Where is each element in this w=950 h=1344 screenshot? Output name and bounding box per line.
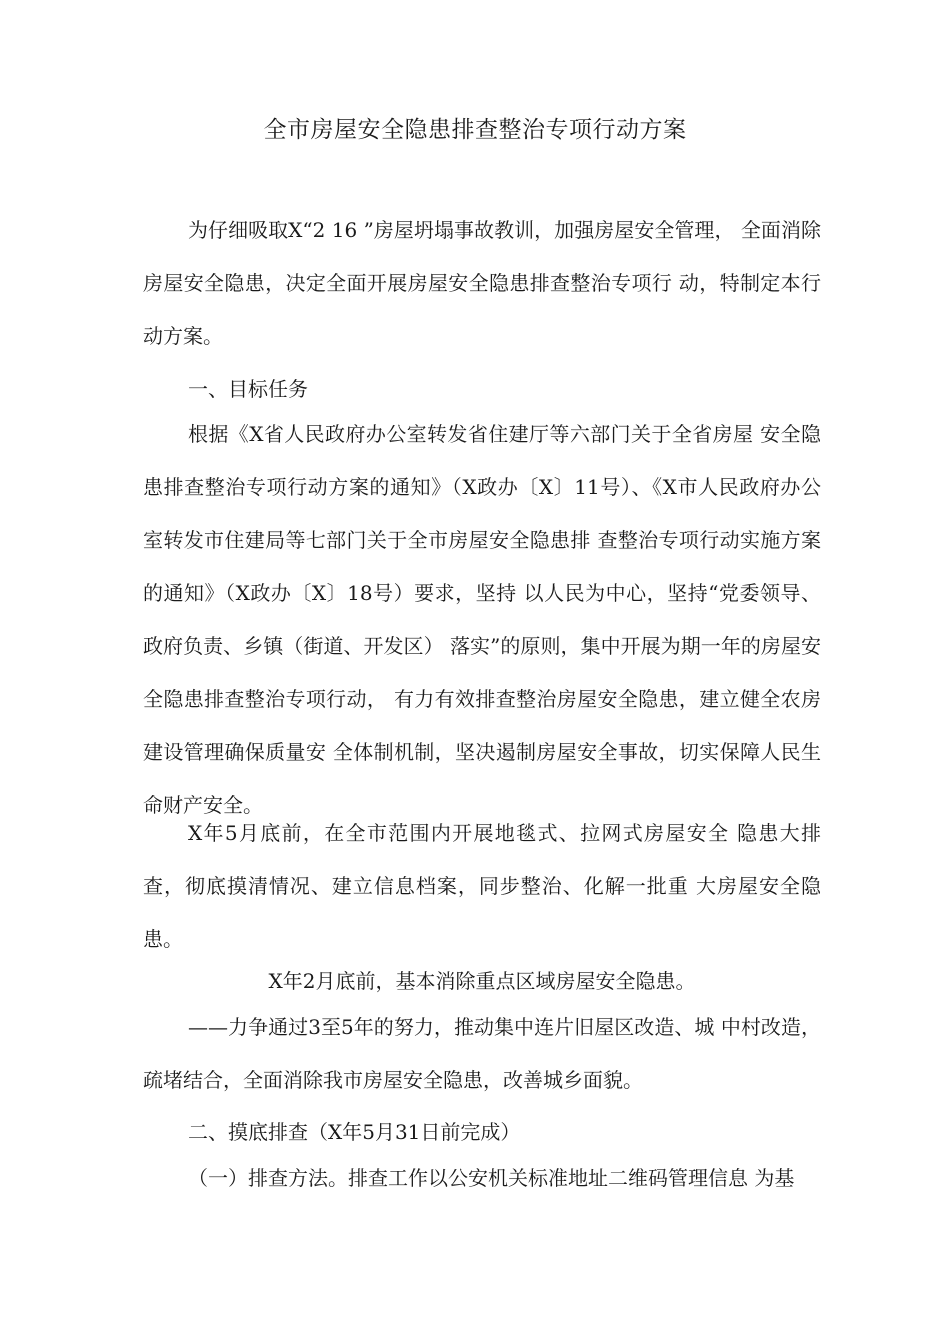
intro-paragraph: 为仔细吸取X“2 16 ”房屋坍塌事故教训，加强房屋安全管理， 全面消除房屋安全隐患，决定全面开展房屋安全隐患排查整治专项行 动，特制定本行动方案。 — [143, 218, 821, 348]
section-heading-goals: 一、目标任务 — [188, 377, 308, 401]
february-deadline-paragraph: X年2月底前，基本消除重点区域房屋安全隐患。 — [268, 969, 696, 993]
survey-method-paragraph: （一）排查方法。排查工作以公安机关标准地址二维码管理信息 为基 — [188, 1166, 795, 1190]
section-heading-survey: 二、摸底排查（X年5月31日前完成） — [188, 1120, 521, 1144]
document-title: 全市房屋安全隐患排查整治专项行动方案 — [263, 117, 687, 143]
may-deadline-paragraph: X年5月底前，在全市范围内开展地毯式、拉网式房屋安全 隐患大排查，彻底摸清情况、建立信息档案，同步整治、化解一批重 大房屋安全隐患。 — [143, 821, 821, 951]
long-term-goal-paragraph: ——力争通过3至5年的努力，推动集中连片旧屋区改造、城 中村改造，疏堵结合，全面消除我市房屋安全隐患，改善城乡面貌。 — [143, 1015, 821, 1092]
basis-paragraph: 根据《X省人民政府办公室转发省住建厅等六部门关于全省房屋 安全隐患排查整治专项行动方案的通知》（X政办〔X〕11号）、《X市人民政府办公室转发市住建局等七部门关于全市房屋安全隐患排 查整治专项行动实施方案的通知》（X政办〔X〕18号）要求，坚持 以人民为中心，坚持“党委领导、政府负责、乡镇（街道、开发区） 落实”的原则，集中开展为期一年的房屋安全隐患排查整治专项行动， 有力有效排查整治房屋安全隐患，建立健全农房建设管理确保质量安 全体制机制，坚决遏制房屋安全事故，切实保障人民生命财产安全。 — [143, 422, 821, 817]
